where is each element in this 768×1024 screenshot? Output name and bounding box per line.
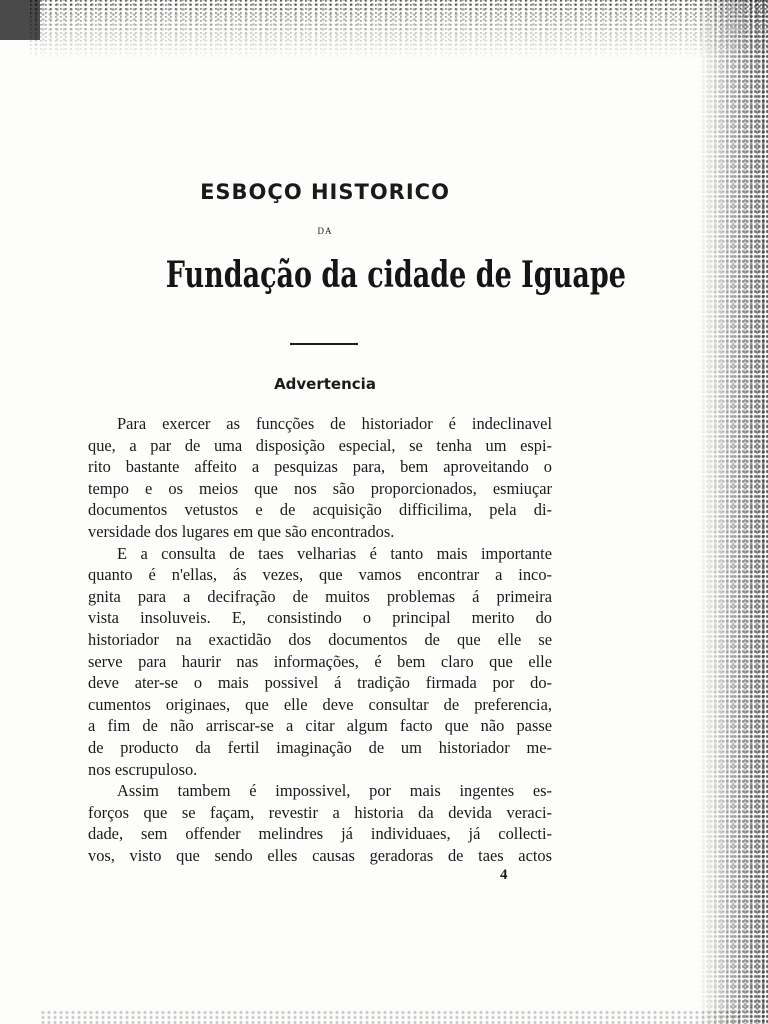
text-line: vos, visto que sendo elles causas geradoras de taes actos <box>88 845 552 865</box>
section-heading: Advertencia <box>274 375 376 393</box>
text-line: de producto da fertil imaginação de um historiador me- <box>88 737 552 757</box>
text-line: documentos vetustos e de acquisição difficilima, pela di- <box>88 500 552 520</box>
page-number: 4 <box>500 867 508 883</box>
title-connector: DA <box>317 226 333 236</box>
text-line: versidade dos lugares em que são encontrados. <box>88 521 395 541</box>
text-line: dade, sem offender melindres já individuaes, já collecti- <box>88 824 552 844</box>
body-text <box>88 413 552 866</box>
text-line: cumentos originaes, que elle deve consultar de preferencia, <box>88 694 552 714</box>
title-divider <box>290 343 358 345</box>
text-line: Assim tambem é impossivel, por mais ingentes es- <box>117 781 552 801</box>
text-line: deve ater-se o mais possivel á tradição firmada por do- <box>88 673 552 693</box>
text-line: serve para haurir nas informações, é bem claro que elle <box>88 651 552 671</box>
main-title: Fundação da cidade de Iguape <box>165 254 626 296</box>
text-line: gnita para a decifração de muitos problemas á primeira <box>88 586 552 606</box>
text-line: quanto é n'ellas, ás vezes, que vamos encontrar a inco- <box>88 565 552 585</box>
text-line: forços que se façam, revestir a historia da devida veraci- <box>88 802 552 822</box>
text-line: que, a par de uma disposição especial, se tenha um espi- <box>88 435 552 455</box>
text-line: vista insoluveis. E, consistindo o principal merito do <box>88 608 552 628</box>
title-top: ESBOÇO HISTORICO <box>200 180 450 204</box>
text-line: tempo e os meios que nos são proporcionados, esmiuçar <box>88 478 552 498</box>
text-line: E a consulta de taes velharias é tanto mais importante <box>117 543 552 563</box>
text-line: a fim de não arriscar-se a citar algum facto que não passe <box>88 716 552 736</box>
text-line: historiador na exactidão dos documentos de que elle se <box>88 629 552 649</box>
scan-noise-top <box>30 0 768 60</box>
text-line: Para exercer as funcções de historiador é indeclinavel <box>117 414 552 433</box>
text-line: nos escrupuloso. <box>88 759 198 779</box>
text-line: rito bastante affeito a pesquizas para, bem aproveitando o <box>88 457 552 477</box>
scan-noise-bottom <box>40 1010 740 1024</box>
scan-noise-right <box>698 0 768 1024</box>
